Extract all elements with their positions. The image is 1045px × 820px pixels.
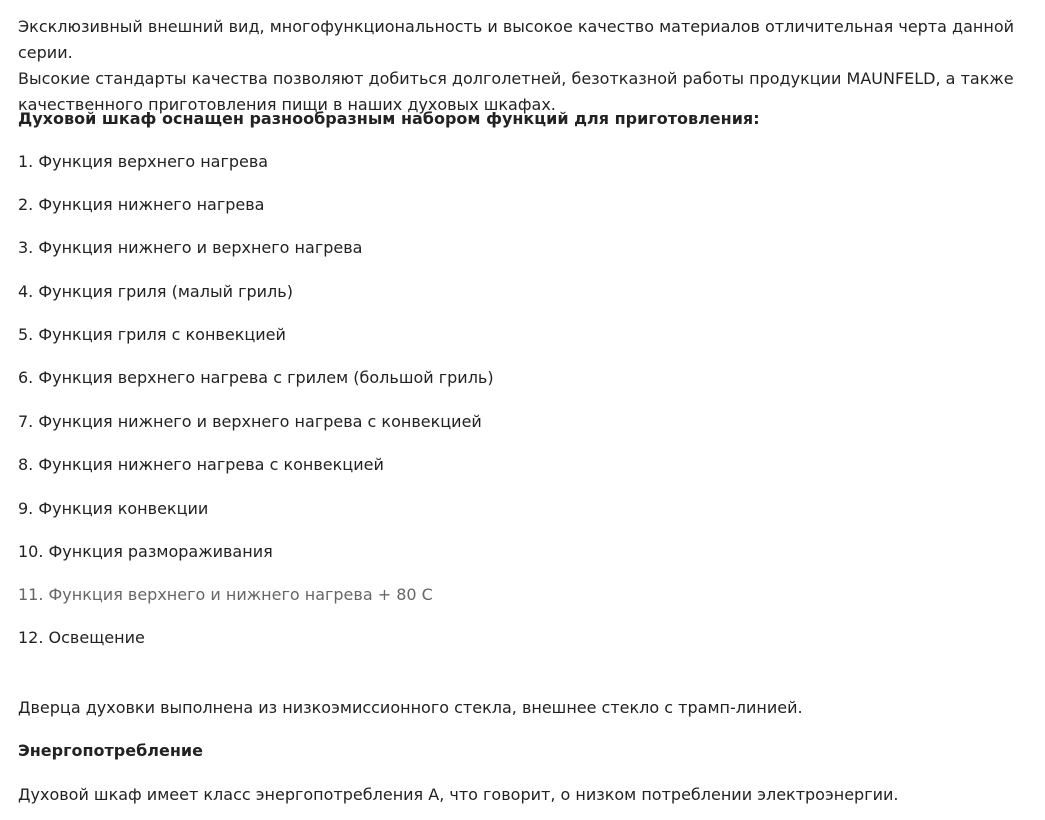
intro-line-2: Высокие стандарты качества позволяют добиться долголетней, безотказной работы продукции MAUNFELD, а также [18, 69, 1014, 88]
function-item-4: 4. Функция гриля (малый гриль) [18, 282, 293, 301]
function-item-8: 8. Функция нижнего нагрева с конвекцией [18, 455, 384, 474]
function-item-7: 7. Функция нижнего и верхнего нагрева с конвекцией [18, 412, 482, 431]
function-item-1: 1. Функция верхнего нагрева [18, 152, 269, 171]
function-item-5: 5. Функция гриля с конвекцией [18, 325, 286, 344]
energy-paragraph: Духовой шкаф имеет класс энергопотребления А, что говорит, о низком потреблении электроэнергии. [18, 785, 899, 804]
door-paragraph: Дверца духовки выполнена из низкоэмиссионного стекла, внешнее стекло с трамп-линией. [18, 698, 803, 717]
function-item-6: 6. Функция верхнего нагрева с грилем (большой гриль) [18, 368, 494, 387]
function-item-3: 3. Функция нижнего и верхнего нагрева [18, 238, 363, 257]
intro-line-3: качественного приготовления пищи в наших духовых шкафах. [18, 95, 556, 114]
intro-line-1: Эксклюзивный внешний вид, многофункциональность и высокое качество материалов отличительная черта данной серии. [18, 17, 1015, 62]
energy-heading: Энергопотребление [18, 741, 203, 760]
function-item-2: 2. Функция нижнего нагрева [18, 195, 265, 214]
functions-heading: Духовой шкаф оснащен разнообразным набором функций для приготовления: [18, 109, 760, 128]
intro-paragraph [18, 14, 1038, 118]
function-item-11: 11. Функция верхнего и нижнего нагрева + 80 С [18, 585, 433, 604]
function-item-10: 10. Функция размораживания [18, 542, 273, 561]
function-item-12: 12. Освещение [18, 628, 145, 647]
function-item-9: 9. Функция конвекции [18, 499, 209, 518]
